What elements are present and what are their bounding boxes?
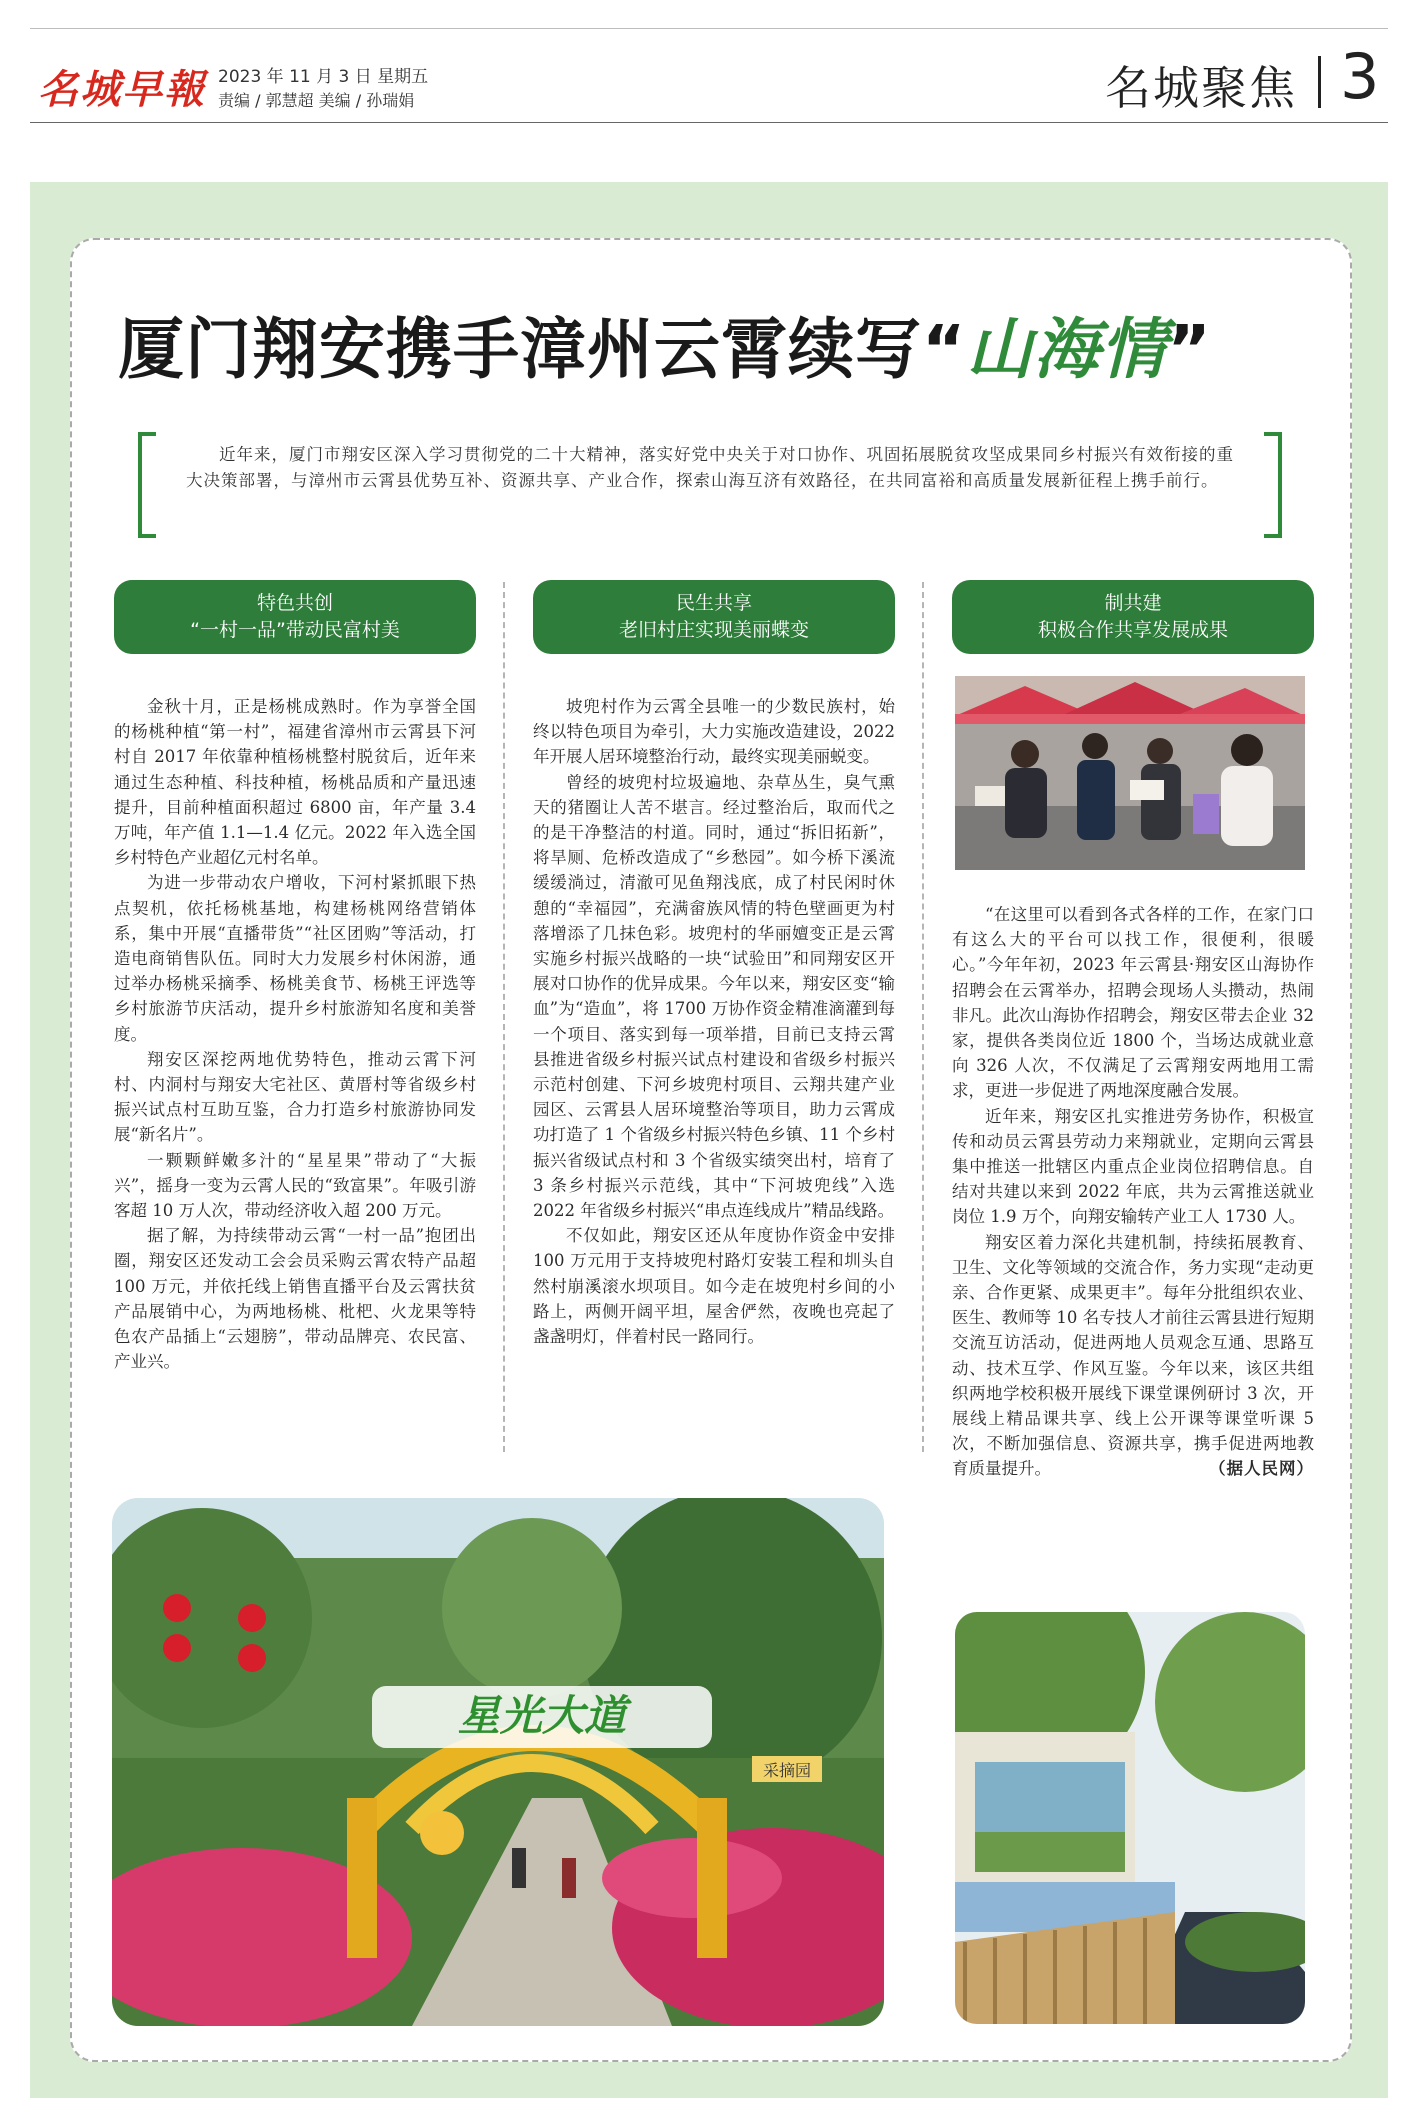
column-3-heading-line1: 制共建 [1104, 592, 1162, 614]
star-avenue-sign: 星光大道 [457, 1691, 627, 1740]
intro-bracket-left [138, 432, 156, 538]
newspaper-logo: 名城早報 [38, 66, 206, 113]
editor-credits: 责编 / 郭慧超 美编 / 孙瑞娟 [218, 91, 415, 110]
column-3-paragraph-text: 翔安区着力深化共建机制，持续拓展教育、卫生、文化等领域的交流合作，务力实现“走动更亲、合作更紧、成果更丰”。每年分批组织农业、医生、教师等 10 名专技人才前往云霄县进行短期交流互访活动，促进两地人员观念互通、思路互动、技术互学、作风互鉴。今年以来，该区共组织两地学校积极开展线下课堂课例研讨 3 次，开展线上精品课共享、线上公开课等课堂听课 5 次，不断加强信息、资源共享，携手促进两地教育质量提升。 [952, 1232, 1314, 1479]
column-1-paragraph: 为进一步带动农户增收，下河村紧抓眼下热点契机，依托杨桃基地，构建杨桃网络营销体系，集中开展“直播带货”“社区团购”等活动，打造电商销售队伍。同时大力发展乡村休闲游，通过举办杨桃采摘季、杨桃美食节、杨桃王评选等乡村旅游节庆活动，提升乡村旅游知名度和美誉度。 [114, 873, 476, 1044]
column-3-heading [952, 580, 1314, 654]
page-number: 3 [1340, 40, 1380, 113]
section-name: 名城聚焦 [1105, 61, 1297, 115]
headline-quote-close: ” [1167, 311, 1212, 388]
headline-quote-open: “ [922, 311, 967, 388]
top-rule [30, 28, 1388, 29]
headline-highlight: 山海情 [966, 310, 1168, 388]
column-3-paragraph: “在这里可以看到各式各样的工作，在家门口有这么大的平台可以找工作，很便利，很暖心。”今年年初，2023 年云霄县·翔安区山海协作招聘会在云霄举办，招聘会现场人头攒动，热闹非凡。此次山海协作招聘会，翔安区带去企业 32 家，提供各类岗位近 1800 个，当场达成就业意向 326 人次，不仅满足了云霄翔安两地用工需求，更进一步促进了两地深度融合发展。 [952, 905, 1314, 1101]
column-1-heading-line1: 特色共创 [256, 592, 333, 614]
column-2-heading-line1: 民生共享 [675, 592, 752, 614]
column-2-heading [533, 580, 895, 654]
column-1-paragraph: 一颗颗鲜嫩多汁的“星星果”带动了“大振兴”，摇身一变为云霄人民的“致富果”。年吸引游客超 10 万人次，带动经济收入超 200 万元。 [114, 1150, 476, 1221]
column-1-body [114, 694, 476, 1374]
column-1-paragraph: 翔安区深挖两地优势特色，推动云霄下河村、内洞村与翔安大宅社区、黄厝村等省级乡村振兴试点村互助互鉴，合力打造乡村旅游协同发展“新名片”。 [114, 1049, 476, 1145]
article-headline [118, 296, 1212, 391]
section-divider [1318, 56, 1321, 108]
column-3-body [952, 902, 1314, 1482]
headline-main: 厦门翔安携手漳州云霄续写 [118, 311, 922, 388]
column-1-heading-line2: “一村一品”带动民富村美 [190, 619, 400, 641]
picking-garden-sign: 采摘园 [762, 1761, 812, 1780]
column-2-paragraph: 坡兜村作为云霄全县唯一的少数民族村，始终以特色项目为牵引，大力实施改造建设，2022 年开展人居环境整治行动，最终实现美丽蜕变。 [533, 697, 895, 767]
column-2-body [533, 694, 895, 1349]
column-1-heading [114, 580, 476, 654]
column-1-paragraph: 据了解，为持续带动云霄“一村一品”抱团出圈，翔安区还发动工会会员采购云霄农特产品超 100 万元，并依托线上销售直播平台及云霄扶贫产品展销中心，为两地杨桃、枇杷、火龙果等特色农产品插上“云翅膀”，带动品牌亮、农民富、产业兴。 [114, 1226, 476, 1372]
column-2-paragraph: 曾经的坡兜村垃圾遍地、杂草丛生，臭气熏天的猪圈让人苦不堪言。经过整治后，取而代之的是干净整洁的村道。同时，通过“拆旧拓新”，将旱厕、危桥改造成了“乡愁园”。如今桥下溪流缓缓淌过，清澈可见鱼翔浅底，成了村民闲时休憩的“幸福园”，充满畲族风情的特色壁画更为村落增添了几抹色彩。坡兜村的华丽嬗变正是云霄实施乡村振兴战略的一块“试验田”和同翔安区开展对口协作的优异成果。今年以来，翔安区变“输血”为“造血”，将 1700 万协作资金精准滴灌到每一个项目、落实到每一项举措，目前已支持云霄县推进省级乡村振兴试点村建设和省级乡村振兴示范村创建、下河乡坡兜村项目、云翔共建产业园区、云霄县人居环境整治等项目，助力云霄成功打造了 1 个省级乡村振兴特色乡镇、11 个乡村振兴省级试点村和 3 个省级实绩突出村，培育了 3 条乡村振兴示范线，其中“下河坡兜线”入选 2022 年省级乡村振兴“串点连线成片”精品线路。 [533, 772, 895, 1221]
column-separator-1 [503, 582, 505, 1452]
village-road-photo [955, 1612, 1305, 2024]
column-3-heading-line2: 积极合作共享发展成果 [1037, 619, 1228, 641]
star-avenue-photo [112, 1498, 884, 2026]
column-2-heading-line2: 老旧村庄实现美丽蝶变 [618, 619, 809, 641]
article-source: （据人民网） [1209, 1459, 1314, 1479]
column-3-paragraph: 近年来，翔安区扎实推进劳务协作，积极宣传和动员云霄县劳动力来翔就业，定期向云霄县集中推送一批辖区内重点企业岗位招聘信息。自结对共建以来到 2022 年底，共为云霄推送就业岗位 1.9 万个，向翔安输转产业工人 1730 人。 [952, 1106, 1314, 1227]
column-2-paragraph: 不仅如此，翔安区还从年度协作资金中安排 100 万元用于支持坡兜村路灯安装工程和圳头自然村崩溪滚水坝项目。如今走在坡兜村乡间的小路上，两侧开阔平坦，屋舍俨然，夜晚也亮起了盏盏明灯，伴着村民一路同行。 [533, 1226, 895, 1347]
column-separator-2 [922, 582, 924, 1452]
column-1-paragraph: 金秋十月，正是杨桃成熟时。作为享誉全国的杨桃种植“第一村”，福建省漳州市云霄县下河村自 2017 年依靠种植杨桃整村脱贫后，近年来通过生态种植、科技种植，杨桃品质和产量迅速提升，目前种植面积超过 6800 亩，年产量 3.4 万吨，年产值 1.1—1.4 亿元。2022 年入选全国乡村特色产业超亿元村名单。 [114, 697, 476, 868]
job-fair-photo [955, 676, 1305, 870]
header-rule [30, 122, 1388, 123]
issue-date: 2023 年 11 月 3 日 星期五 [218, 67, 429, 87]
intro-bracket-right [1264, 432, 1282, 538]
article-intro: 近年来，厦门市翔安区深入学习贯彻党的二十大精神，落实好党中央关于对口协作、巩固拓展脱贫攻坚成果同乡村振兴有效衔接的重大决策部署，与漳州市云霄县优势互补、资源共享、产业合作，探索山海互济有效路径，在共同富裕和高质量发展新征程上携手前行。 [186, 445, 1234, 490]
column-3-paragraph [952, 1230, 1314, 1482]
